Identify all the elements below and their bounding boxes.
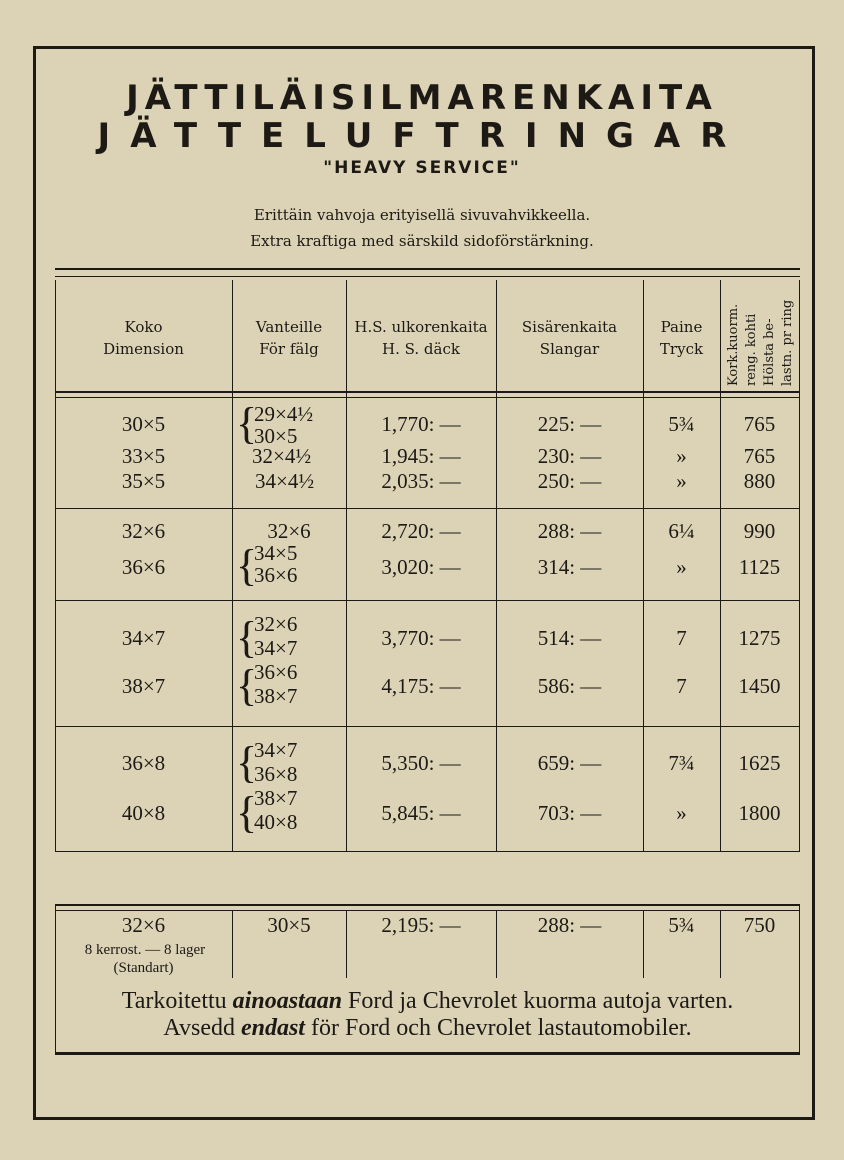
header-size: Koko Dimension — [103, 318, 184, 358]
standard-load: 750 — [743, 913, 776, 937]
row-pressure: 7¾ — [668, 751, 695, 775]
row-pressure: 5¾ — [668, 412, 695, 436]
row-load: 1625 — [738, 751, 781, 775]
header-bottom-rule — [55, 391, 800, 393]
standard-tube: 288: — — [537, 913, 602, 937]
column-divider-rim — [232, 280, 233, 852]
rim-brace: { — [236, 738, 258, 787]
row-size: 33×5 — [121, 444, 166, 468]
table-bottom-rule — [55, 851, 800, 852]
row-size: 36×8 — [121, 751, 166, 775]
row-rim: 29×4½ — [254, 402, 314, 426]
row-rim: 34×7 — [254, 738, 298, 762]
header-tube: Sisärenkaita Slangar — [521, 318, 618, 358]
row-tire: 1,770: — — [381, 412, 461, 436]
standard-pressure: 5¾ — [668, 913, 695, 937]
row-load: 1450 — [738, 674, 781, 698]
subtitle: "HEAVY SERVICE" — [323, 158, 521, 178]
rim-brace: { — [236, 788, 258, 837]
description-finnish: Erittäin vahvoja erityisellä sivuvahvikkeella. — [253, 206, 591, 224]
row-rim: 32×4½ — [252, 444, 312, 468]
row-rim: 38×7 — [254, 786, 298, 810]
row-tube: 514: — — [537, 626, 602, 650]
rim-brace: { — [236, 541, 258, 590]
row-rim: 38×7 — [254, 684, 298, 708]
row-tire: 1,945: — — [381, 444, 461, 468]
row-tube: 288: — — [537, 519, 602, 543]
table-right-edge — [799, 280, 800, 852]
row-rim: 32×6 — [267, 519, 311, 543]
row-tire: 2,035: — — [381, 469, 461, 493]
title-finnish: JÄTTILÄISILMARENKAITA — [126, 78, 718, 118]
row-tire: 5,845: — — [381, 801, 461, 825]
table-top-rule — [55, 268, 800, 270]
header-load-line-2: reng. kohti — [744, 313, 759, 386]
row-load: 1275 — [738, 626, 781, 650]
row-pressure: » — [676, 469, 687, 493]
row-tire: 3,770: — — [381, 626, 461, 650]
standard-size: 32×6 — [121, 913, 166, 937]
row-pressure: 7 — [676, 626, 687, 650]
header-pressure: Paine Tryck — [659, 318, 704, 358]
header-load-line-3: Hölsta be- — [762, 318, 777, 386]
row-size: 32×6 — [121, 519, 166, 543]
row-pressure: » — [676, 801, 687, 825]
row-tire: 5,350: — — [381, 751, 461, 775]
standard-box-top — [55, 904, 800, 906]
row-load: 1800 — [738, 801, 781, 825]
header-load-line-4: lastn. pr ring — [780, 299, 795, 386]
row-tire: 3,020: — — [381, 555, 461, 579]
row-size: 40×8 — [121, 801, 166, 825]
row-pressure: 6¼ — [668, 519, 695, 543]
description-swedish: Extra kraftiga med särskild sidoförstärkning. — [250, 232, 594, 250]
row-size: 30×5 — [121, 412, 166, 436]
row-rim: 34×4½ — [255, 469, 315, 493]
row-tube: 314: — — [537, 555, 602, 579]
header-tire: H.S. ulkorenkaita H. S. däck — [354, 318, 488, 358]
row-load: 990 — [743, 519, 776, 543]
row-rim: 34×5 — [254, 541, 298, 565]
rim-brace: { — [236, 661, 258, 710]
standard-size-note: 8 kerrost. — 8 lager — [84, 942, 206, 958]
title-swedish: JÄTTELUFTRINGAR — [97, 116, 747, 156]
row-rim: 34×7 — [254, 636, 298, 660]
row-tube: 230: — — [537, 444, 602, 468]
row-rim: 36×6 — [254, 563, 298, 587]
row-tire: 2,720: — — [381, 519, 461, 543]
rim-brace: { — [236, 613, 258, 662]
standard-box-bottom — [55, 1052, 800, 1055]
row-rim: 32×6 — [254, 612, 298, 636]
group-divider-1 — [55, 508, 800, 509]
row-rim: 36×8 — [254, 762, 298, 786]
footer-note-swedish: Avsedd endast för Ford och Chevrolet lastautomobiler. — [163, 1015, 692, 1041]
row-load: 765 — [743, 444, 776, 468]
row-pressure: » — [676, 555, 687, 579]
header-load-line-1: Kork.kuorm. — [726, 303, 741, 386]
standard-rim: 30×5 — [267, 913, 311, 937]
group-divider-2 — [55, 600, 800, 601]
group-divider-3 — [55, 726, 800, 727]
row-size: 38×7 — [121, 674, 166, 698]
header-rim: Vanteille För fälg — [255, 318, 323, 358]
row-tube: 586: — — [537, 674, 602, 698]
row-tube: 250: — — [537, 469, 602, 493]
row-size: 36×6 — [121, 555, 166, 579]
standard-tire: 2,195: — — [381, 913, 461, 937]
row-rim: 36×6 — [254, 660, 298, 684]
row-pressure: 7 — [676, 674, 687, 698]
row-tube: 703: — — [537, 801, 602, 825]
footer-note-finnish: Tarkoitettu ainoastaan Ford ja Chevrolet kuorma autoja varten. — [121, 988, 734, 1014]
row-pressure: » — [676, 444, 687, 468]
standard-box-top-2 — [55, 910, 800, 911]
table-top-rule-2 — [55, 276, 800, 277]
row-load: 880 — [743, 469, 776, 493]
standard-size-note-2: (Standart) — [113, 960, 174, 976]
row-size: 35×5 — [121, 469, 166, 493]
row-tube: 225: — — [537, 412, 602, 436]
header-bottom-rule-2 — [55, 397, 800, 398]
rim-brace: { — [236, 399, 258, 448]
row-tube: 659: — — [537, 751, 602, 775]
row-rim: 40×8 — [254, 810, 298, 834]
row-tire: 4,175: — — [381, 674, 461, 698]
row-size: 34×7 — [121, 626, 166, 650]
row-rim: 30×5 — [254, 424, 298, 448]
row-load: 1125 — [738, 555, 781, 579]
row-load: 765 — [743, 412, 776, 436]
